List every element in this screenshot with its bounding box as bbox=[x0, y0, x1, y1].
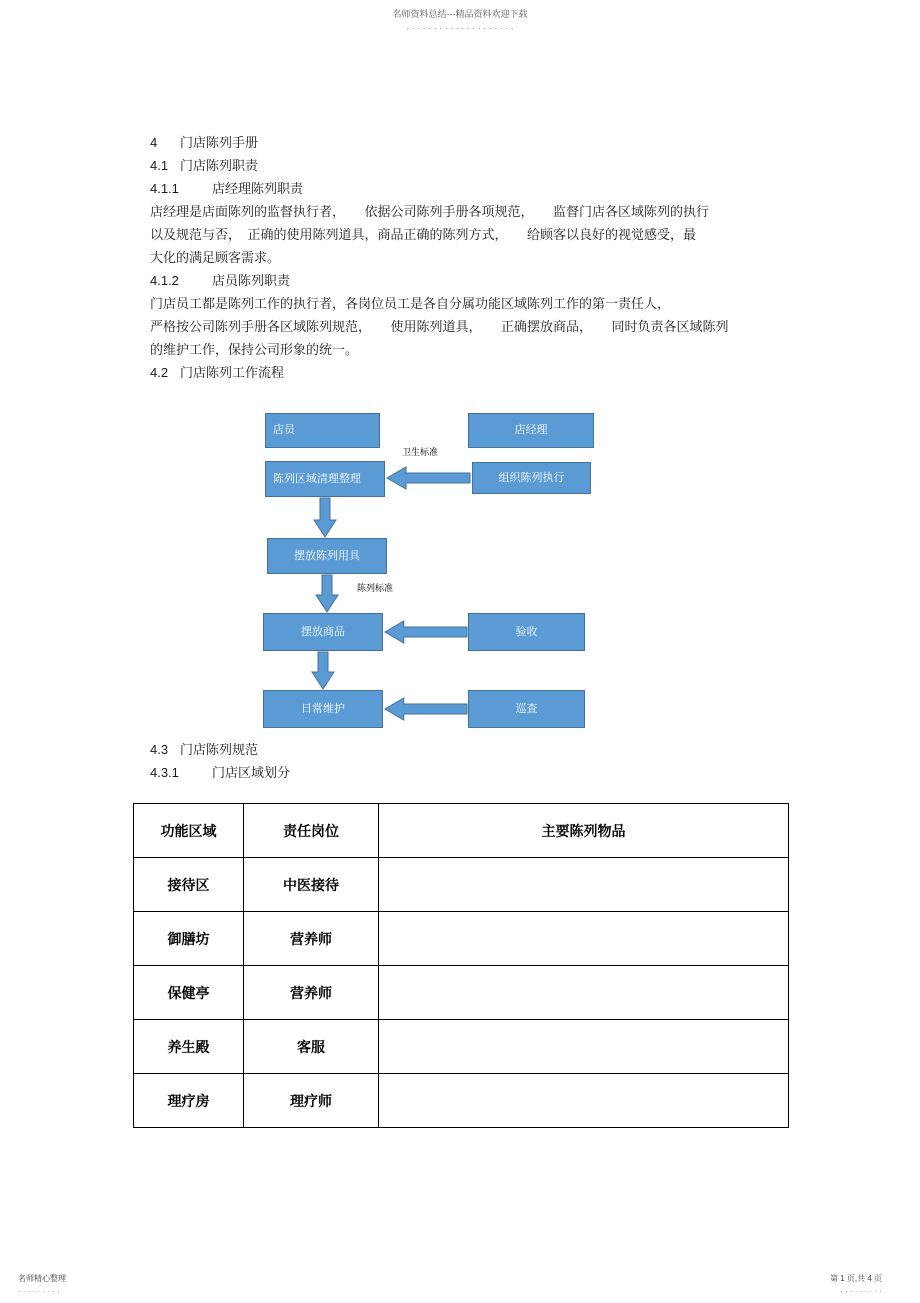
paragraph-line: 以及规范与否， 正确的使用陈列道具，商品正确的陈列方式， 给顾客以良好的视觉感受，最 bbox=[150, 227, 697, 242]
table-cell: 中医接待 bbox=[244, 858, 379, 912]
table-row bbox=[134, 858, 789, 912]
paragraph-line: 大化的满足顾客需求。 bbox=[150, 250, 281, 265]
flow-label-display-standard: 陈列标准 bbox=[357, 583, 394, 593]
table-cell bbox=[379, 858, 789, 912]
page-footer-right bbox=[830, 1273, 882, 1296]
table-cell: 营养师 bbox=[244, 912, 379, 966]
table-row bbox=[134, 966, 789, 1020]
heading-number: 4.1.1 bbox=[150, 181, 179, 196]
table-header-row bbox=[134, 804, 789, 858]
table-cell bbox=[379, 966, 789, 1020]
table-cell: 客服 bbox=[244, 1020, 379, 1074]
display-workflow-flowchart bbox=[0, 405, 920, 740]
paragraph-line: 严格按公司陈列手册各区域陈列规范， 使用陈列道具， 正确摆放商品， 同时负责各区域陈列 bbox=[150, 319, 729, 334]
arrow-down-icon bbox=[313, 497, 337, 538]
heading-text: 店经理陈列职责 bbox=[212, 181, 304, 196]
table-cell bbox=[379, 912, 789, 966]
heading-text: 门店陈列工作流程 bbox=[180, 365, 285, 380]
heading-number: 4.1 bbox=[150, 158, 169, 173]
table-cell: 养生殿 bbox=[134, 1020, 244, 1074]
table-row bbox=[134, 912, 789, 966]
heading-4-2 bbox=[150, 361, 785, 384]
flow-node-clean-area: 陈列区域清理整理 bbox=[265, 461, 385, 497]
table-cell: 营养师 bbox=[244, 966, 379, 1020]
table-cell: 理疗师 bbox=[244, 1074, 379, 1128]
flow-node-daily-maintenance: 日常维护 bbox=[263, 690, 383, 728]
flow-node-organize-display: 组织陈列执行 bbox=[472, 462, 591, 494]
heading-4 bbox=[150, 131, 785, 154]
table-cell: 接待区 bbox=[134, 858, 244, 912]
table-header-cell: 功能区域 bbox=[134, 804, 244, 858]
heading-4-1-2 bbox=[150, 269, 785, 292]
flow-label-hygiene-standard: 卫生标准 bbox=[402, 447, 439, 457]
heading-text: 门店陈列职责 bbox=[180, 158, 259, 173]
paragraph-line: 的维护工作，保持公司形象的统一。 bbox=[150, 342, 359, 357]
paragraph-line: 门店员工都是陈列工作的执行者，各岗位员工是各自分属功能区域陈列工作的第一责任人， bbox=[150, 296, 671, 311]
paragraph-line: 店经理是店面陈列的监督执行者， 依据公司陈列手册各项规范， 监督门店各区域陈列的执行 bbox=[150, 204, 710, 219]
heading-number: 4.3.1 bbox=[150, 765, 179, 780]
table-cell: 理疗房 bbox=[134, 1074, 244, 1128]
heading-text: 门店陈列手册 bbox=[180, 135, 259, 150]
footer-watermark-text: 名师精心整理 bbox=[18, 1274, 66, 1283]
flow-node-staff: 店员 bbox=[265, 413, 380, 448]
heading-text: 门店陈列规范 bbox=[180, 742, 259, 757]
table-header-cell: 责任岗位 bbox=[244, 804, 379, 858]
arrow-down-icon bbox=[311, 651, 335, 690]
table-row bbox=[134, 1074, 789, 1128]
heading-4-1-1 bbox=[150, 177, 785, 200]
heading-4-3-1 bbox=[150, 761, 785, 784]
footer-dotted-line: · · · · · · · · · bbox=[18, 1287, 60, 1296]
arrow-left-icon bbox=[386, 466, 471, 490]
heading-number: 4.3 bbox=[150, 742, 169, 757]
arrow-down-icon bbox=[315, 574, 339, 613]
page-footer-left bbox=[18, 1273, 66, 1296]
heading-number: 4 bbox=[150, 135, 158, 150]
page-number-text: 第 1 页,共 4 页 bbox=[829, 1274, 882, 1283]
table-header-cell: 主要陈列物品 bbox=[379, 804, 789, 858]
header-watermark-text: 名师资料总结---精品资料欢迎下载 bbox=[392, 9, 528, 19]
zone-division-table bbox=[133, 803, 789, 1128]
arrow-left-icon bbox=[384, 697, 468, 721]
table-cell: 保健亭 bbox=[134, 966, 244, 1020]
heading-text: 店员陈列职责 bbox=[212, 273, 291, 288]
table-row bbox=[134, 1020, 789, 1074]
flow-node-manager: 店经理 bbox=[468, 413, 594, 448]
heading-number: 4.1.2 bbox=[150, 273, 179, 288]
flow-node-place-goods: 摆放商品 bbox=[263, 613, 383, 651]
body-text-block bbox=[150, 131, 785, 384]
table-cell bbox=[379, 1074, 789, 1128]
heading-4-1 bbox=[150, 154, 785, 177]
table-cell: 御膳坊 bbox=[134, 912, 244, 966]
flow-node-patrol: 巡查 bbox=[468, 690, 585, 728]
header-dotted-line: · · · · · · · · · · · · · · · · · · · · bbox=[406, 23, 514, 33]
arrow-left-icon bbox=[384, 620, 468, 644]
heading-4-3 bbox=[150, 738, 785, 761]
page-header bbox=[0, 7, 920, 33]
table-cell bbox=[379, 1020, 789, 1074]
flow-node-inspect: 验收 bbox=[468, 613, 585, 651]
footer-dotted-line: · · · · · · · · · bbox=[840, 1287, 882, 1296]
heading-text: 门店区域划分 bbox=[212, 765, 291, 780]
flow-node-place-tools: 摆放陈列用具 bbox=[267, 538, 387, 574]
body-text-block bbox=[150, 738, 785, 784]
heading-number: 4.2 bbox=[150, 365, 169, 380]
